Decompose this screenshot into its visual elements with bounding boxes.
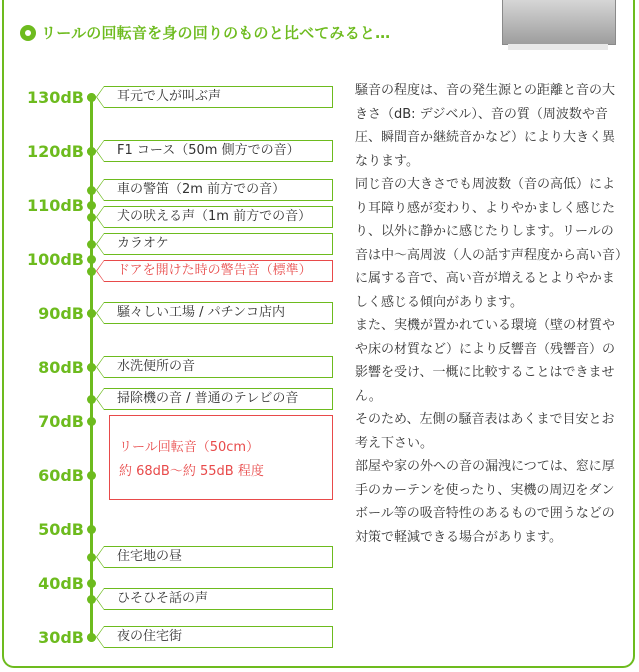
scale-label: 50dB [38,519,84,539]
scale-tick-40 [18,573,84,593]
connector-dot [87,213,96,222]
example-text: ひそひそ話の声 [117,591,209,606]
example-text: 耳元で人が叫ぶ声 [117,89,222,104]
section-header [20,22,390,43]
scale-tick-120 [18,141,84,161]
scale-label: 100dB [26,249,84,269]
scale-dot [87,579,96,588]
connector-dot [87,633,96,642]
example-text: カラオケ [117,236,169,251]
connector-dot [87,553,96,562]
scale-label: 110dB [26,195,84,215]
example-text: 車の警笛（2m 前方での音） [117,182,286,197]
scale-label: 30dB [38,627,84,647]
example-callout [104,206,333,228]
paragraph: 騒音の程度は、音の発生源との距離と音の大きさ（dB: デジベル）、音の質（周波数や音圧、瞬間音か継続音かなど）により大きく異なります。 [355,83,616,169]
scale-dot [87,201,96,210]
scale-tick-50 [18,519,84,539]
scale-dot [87,417,96,426]
scale-tick-70 [18,411,84,431]
example-callout [104,140,333,162]
connector-dot [87,595,96,604]
circle-bullet-icon [20,25,36,41]
example-callout [104,302,333,324]
scale-label: 60dB [38,465,84,485]
scale-tick-100 [18,249,84,269]
example-callout [104,388,333,410]
example-callout-highlight [104,260,333,282]
scale-label: 130dB [26,87,84,107]
connector-dot [87,186,96,195]
example-callout [104,626,333,648]
example-text: ドアを開けた時の警告音（標準） [117,263,312,278]
connector-dot [87,363,96,372]
connector-dot [87,240,96,249]
scale-label: 90dB [38,303,84,323]
reel-noise-label: リール回転音（50cm） [119,440,260,455]
example-text: 水洗便所の音 [117,359,196,374]
connector-dot [87,147,96,156]
scale-dot [87,525,96,534]
example-text: 掃除機の音 / 普通のテレビの音 [117,391,299,406]
example-text: 犬の吠える声（1m 前方での音） [117,209,312,224]
scale-tick-60 [18,465,84,485]
reel-noise-range-box [109,415,333,500]
connector-dot [87,267,96,276]
paragraph: また、実機が置かれている環境（壁の材質やや床の材質など）により反響音（残響音）の影響を受け、一概に比較することはできません。 [355,318,616,404]
example-callout [104,356,333,378]
scale-tick-90 [18,303,84,323]
example-text: 住宅地の昼 [117,549,183,564]
example-text: 夜の住宅街 [117,629,183,644]
example-text: 騒々しい工場 / パチンコ店内 [117,305,285,320]
paragraph: そのため、左側の騒音表はあくまで目安とお考え下さい。 [355,412,615,451]
example-callout [104,86,333,108]
scale-label: 80dB [38,357,84,377]
scale-tick-110 [18,195,84,215]
reel-noise-range: 約 68dB〜約 55dB 程度 [119,464,264,479]
scale-dot [87,471,96,480]
connector-dot [87,93,96,102]
scale-dot [87,255,96,264]
example-callout [104,233,333,255]
example-callout [104,588,333,610]
example-callout [104,546,333,568]
explanation-text [355,79,625,549]
scale-tick-30 [18,627,84,647]
scale-label: 70dB [38,411,84,431]
example-text: F1 コース（50m 側方での音） [117,143,300,158]
scale-tick-130 [18,87,84,107]
paragraph: 部屋や家の外への音の漏洩につては、窓に厚手のカーテンを使ったり、実機の周辺をダンボール等の吸音特性のあるもので囲うなどの対策で軽減できる場合があります。 [355,459,615,545]
example-callout [104,179,333,201]
connector-dot [87,309,96,318]
paragraph: 同じ音の大きさでも周波数（音の高低）により耳障り感が変わり、よりやかましく感じたり、以外に静かに感じたりします。リールの音は中〜高周波（人の話す声程度から高い音）に属する音で、高い音が増えるとよりやかましく感じる傾向があります。 [355,177,622,310]
refrigerator-shadow [508,44,608,50]
connector-dot [87,395,96,404]
scale-tick-80 [18,357,84,377]
scale-label: 120dB [26,141,84,161]
refrigerator-image [502,0,616,45]
section-title: リールの回転音を身の回りのものと比べてみると… [41,24,391,42]
scale-label: 40dB [38,573,84,593]
